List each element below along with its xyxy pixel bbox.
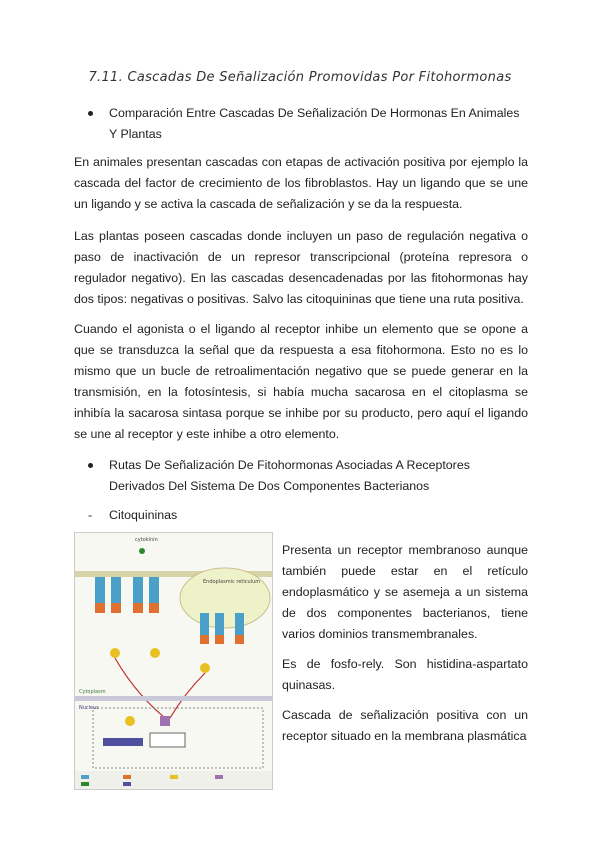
er-label: Endoplasmic reticulum — [203, 579, 261, 585]
bullet-text: Comparación Entre Cascadas De Señalización De Hormonas En Animales Y Plantas — [109, 106, 520, 141]
ahp-icon — [125, 716, 135, 726]
cytokinin-signaling-figure — [74, 532, 273, 790]
arr-icon — [160, 716, 170, 726]
dash-item-label: Citoquininas — [109, 508, 178, 522]
dash-item-cytokinins — [88, 508, 177, 522]
cytokinin-description — [282, 540, 528, 756]
paragraph-animals: En animales presentan cascadas con etapas de activación positiva por ejemplo la cascada del factor de crecimiento de los fibroblastos. Hay un ligando que se une un ligando y se activa la cascada de señalización y se da la respuesta. — [74, 155, 528, 211]
signal-arrow — [170, 673, 205, 718]
bullet-dot-icon — [88, 111, 93, 116]
paragraph-agonist: Cuando el agonista o el ligando al receptor inhibe un elemento que se opone a que se transduzca la señal que da respuesta a esa fitohormona. Esto no es lo mismo que un bucle de retroalimentación negativo que se puede generar en la transmisión, en la fotosíntesis, si había mucha sacarosa en el citoplasma se inhibía la sacarosa sintasa porque se inhibe por su producto, pero aquí el ligando se une al receptor y este inhibe a otro elemento. — [74, 322, 528, 441]
legend-swatch — [81, 775, 89, 779]
ahp-icon — [200, 663, 210, 673]
dna-icon — [103, 738, 143, 746]
ahp-icon — [110, 648, 120, 658]
receptor-group-mid — [133, 577, 159, 613]
receptor-group-er — [200, 613, 244, 644]
nucleus-label: Nucleus — [79, 705, 99, 711]
side-paragraph-1: Presenta un receptor membranoso aunque también puede estar en el retículo endoplasmático y se asemeja a un sistema de dos componentes bacterianos, tiene varios dominios transmembranales. — [282, 543, 528, 641]
legend-swatch — [123, 782, 131, 786]
cytokinin-label: cytokinin — [135, 537, 158, 543]
er-shape — [180, 568, 270, 628]
bullet-dot-icon — [88, 463, 93, 468]
gene-box — [150, 733, 185, 747]
ahp-icon — [150, 648, 160, 658]
cytoplasm-label: Cytoplasm — [79, 689, 106, 695]
section-heading: 7.11. Cascadas De Señalización Promovidas Por Fitohormonas — [88, 70, 512, 85]
signal-arrow — [115, 658, 165, 718]
paragraph-plants: Las plantas poseen cascadas donde incluyen un paso de regulación negativa o paso de inactivación de un represor transcripcional (proteína represora o regulador negativo). En las cascadas desencadenadas por las fitohormonas hay dos tipos: negativas o positivas. Salvo las citoquininas que tiene una ruta positiva. — [74, 229, 528, 306]
receptor-group-left — [95, 577, 121, 613]
figure-legend — [75, 771, 272, 789]
legend-swatch — [215, 775, 223, 779]
legend-swatch — [81, 782, 89, 786]
side-paragraph-2: Es de fosfo-rely. Son histidina-aspartato quinasas. — [282, 657, 528, 692]
nuclear-envelope — [75, 696, 272, 701]
ligand-icon — [139, 548, 145, 554]
signaling-diagram — [75, 533, 272, 789]
side-paragraph-3: Cascada de señalización positiva con un receptor situado en la membrana plasmática — [282, 708, 528, 743]
bullet-routes — [88, 455, 528, 497]
legend-swatch — [123, 775, 131, 779]
dash-mark: - — [88, 508, 93, 522]
bullet-comparison — [88, 103, 528, 145]
bullet-text: Rutas De Señalización De Fitohormonas Asociadas A Receptores Derivados Del Sistema De Dos Componentes Bacterianos — [109, 458, 470, 493]
legend-swatch — [170, 775, 178, 779]
